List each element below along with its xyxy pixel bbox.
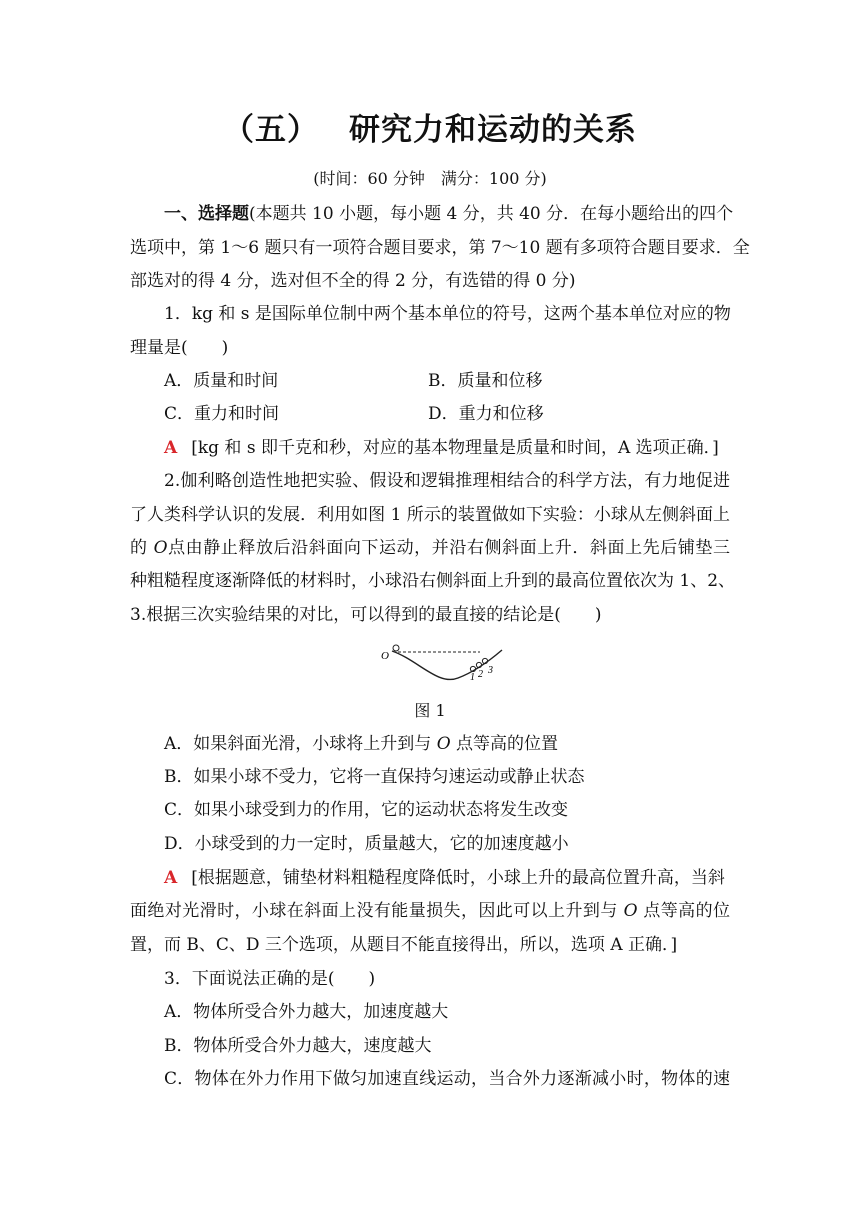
q2-stem-line-2: 了人类科学认识的发展．利用如图 1 所示的装置做如下实验：小球从左侧斜面上: [130, 505, 730, 525]
q2-answer-line-2: 面绝对光滑时，小球在斜面上没有能量损失，因此可以上升到与 O 点等高的位: [130, 901, 730, 921]
q2-option-b: B．如果小球不受力，它将一直保持匀速运动或静止状态: [164, 767, 585, 787]
section-heading: 一、选择题: [164, 204, 249, 224]
section-intro-line-3: 部选对的得 4 分，选对但不全的得 2 分，有选错的得 0 分): [130, 271, 576, 291]
q1-stem-line-1: 1．kg 和 s 是国际单位制中两个基本单位的符号，这两个基本单位对应的物: [164, 304, 731, 324]
q3-option-b: B．物体所受合外力越大，速度越大: [164, 1036, 432, 1056]
title-text: 研究力和运动的关系: [349, 112, 637, 148]
title-number: （五）: [223, 112, 319, 148]
q1-option-d: D．重力和位移: [428, 404, 544, 424]
q3-stem: 3．下面说法正确的是( ): [164, 969, 376, 989]
page-title: [0, 104, 860, 149]
figure-1-caption: 图 1: [414, 701, 446, 720]
q1-option-a: A．质量和时间: [164, 371, 279, 391]
q1-answer: [164, 437, 764, 459]
q1-option-c: C．重力和时间: [164, 404, 280, 424]
q2-stem-line-1: 2.伽利略创造性地把实验、假设和逻辑推理相结合的科学方法，有力地促进: [164, 471, 730, 491]
section-intro-line-1: 一、选择题(本题共 10 小题，每小题 4 分，共 40 分．在每小题给出的四个: [164, 204, 734, 224]
figure-label-3: 3: [488, 665, 493, 676]
q2-option-c: C．如果小球受到力的作用，它的运动状态将发生改变: [164, 800, 569, 820]
q1-stem-line-2: 理量是( ): [130, 338, 229, 358]
point-o-label: O: [153, 538, 168, 558]
q1-answer-letter: A: [164, 438, 178, 458]
figure-label-o: O: [381, 650, 389, 662]
q2-stem-line-4: 种粗糙程度逐渐降低的材料时，小球沿右侧斜面上升到的最高位置依次为 1、2、: [130, 571, 736, 591]
q2-stem-line-5: 3.根据三次实验结果的对比，可以得到的最直接的结论是( ): [130, 605, 602, 625]
figure-label-2: 2: [478, 669, 483, 680]
section-intro-line-2: 选项中，第 1～6 题只有一项符合题目要求，第 7～10 题有多项符合题目要求．全: [130, 238, 750, 258]
q3-option-c: C．物体在外力作用下做匀加速直线运动，当合外力逐渐减小时，物体的速: [164, 1069, 730, 1089]
q2-answer-letter: A: [164, 868, 178, 888]
q2-answer-line-1: A [根据题意，铺垫材料粗糙程度降低时，小球上升的最高位置升高，当斜: [164, 868, 725, 888]
q2-answer-line-3: 置，而 B、C、D 三个选项，从题目不能直接得出，所以，选项 A 正确．]: [130, 935, 678, 955]
q1-option-b: B．质量和位移: [428, 371, 543, 391]
q2-option-a: A．如果斜面光滑，小球将上升到与 O 点等高的位置: [164, 734, 559, 754]
q2-option-d: D．小球受到的力一定时，质量越大，它的加速度越小: [164, 834, 569, 854]
q2-stem-line-3: 的 O点由静止释放后沿斜面向下运动，并沿右侧斜面上升．斜面上先后铺垫三: [130, 538, 730, 558]
exam-meta: (时间：60 分钟 满分：100 分): [313, 169, 547, 188]
q1-answer-text: [kg 和 s 即千克和秒，对应的基本物理量是质量和时间，A 选项正确．]: [191, 438, 719, 458]
figure-1-incline-diagram: [378, 640, 508, 690]
q3-option-a: A．物体所受合外力越大，加速度越大: [164, 1002, 449, 1022]
figure-label-1: 1: [470, 672, 475, 683]
